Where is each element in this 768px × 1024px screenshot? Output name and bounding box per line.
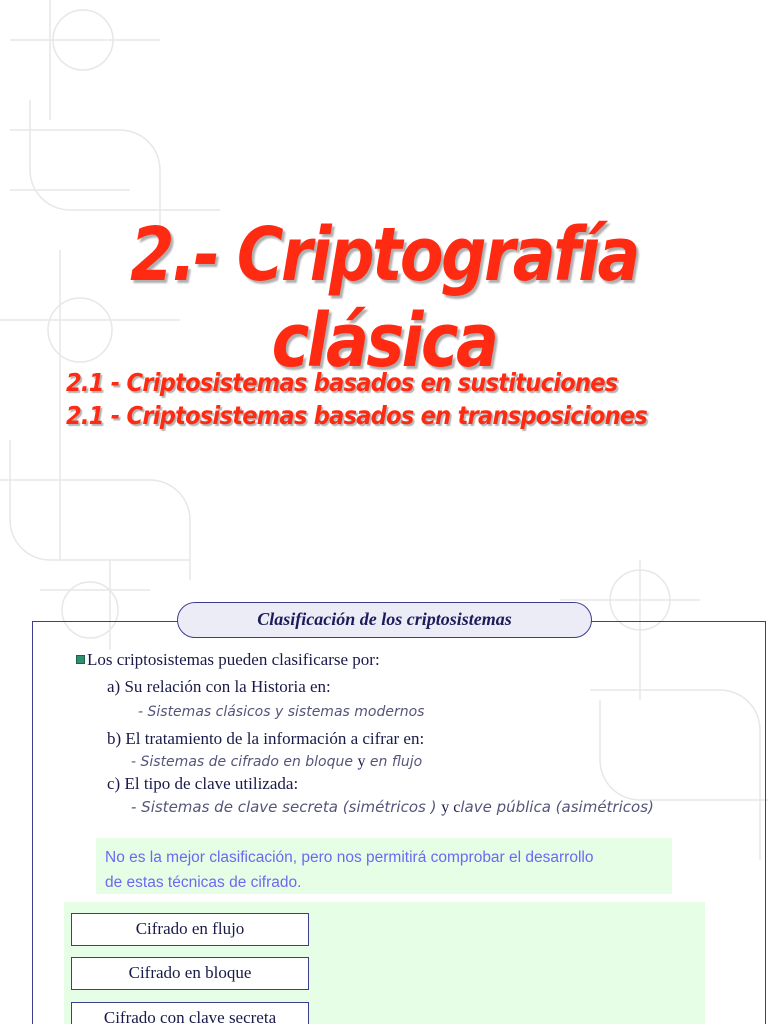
item-a-detail: - Sistemas clásicos y sistemas modernos [138,704,425,720]
item-b-detail-a: - Sistemas de cifrado en bloque [131,754,353,770]
box-block-cipher: Cifrado en bloque [71,957,309,990]
item-b-label: b) El tratamiento de la información a cifrar en: [107,729,425,748]
item-b-detail-b: en flujo [369,754,423,770]
slide-title: 2.- Criptografía clásica [130,212,638,384]
note-box [96,838,672,894]
box-secret-key-cipher: Cifrado con clave secreta [71,1002,309,1024]
note-line-2: de estas técnicas de cifrado. [105,874,302,891]
subtitle-substitutions: 2.1 - Criptosistemas basados en sustituciones [66,368,618,397]
item-c-joiner: y c [441,799,461,816]
box-stream-cipher: Cifrado en flujo [71,913,309,946]
item-c-label: c) El tipo de clave utilizada: [107,774,299,793]
square-bullet-icon [76,655,85,664]
intro-line [76,650,380,670]
classification-heading: Clasificación de los criptosistemas [177,602,592,638]
item-c-detail-a: - Sistemas de clave secreta (simétricos ) [131,798,437,816]
item-c-detail-b: lave pública (asimétricos) [460,798,654,816]
note-line-1: No es la mejor clasificación, pero nos permitirá comprobar el desarrollo [105,849,594,866]
item-c-detail [131,798,654,817]
item-b-joiner: y [357,753,366,770]
intro-text: Los criptosistemas pueden clasificarse por: [87,650,380,669]
subtitle-transpositions: 2.1 - Criptosistemas basados en transposiciones [66,401,648,430]
item-b-detail [131,753,422,771]
item-a-label: a) Su relación con la Historia en: [107,677,331,696]
